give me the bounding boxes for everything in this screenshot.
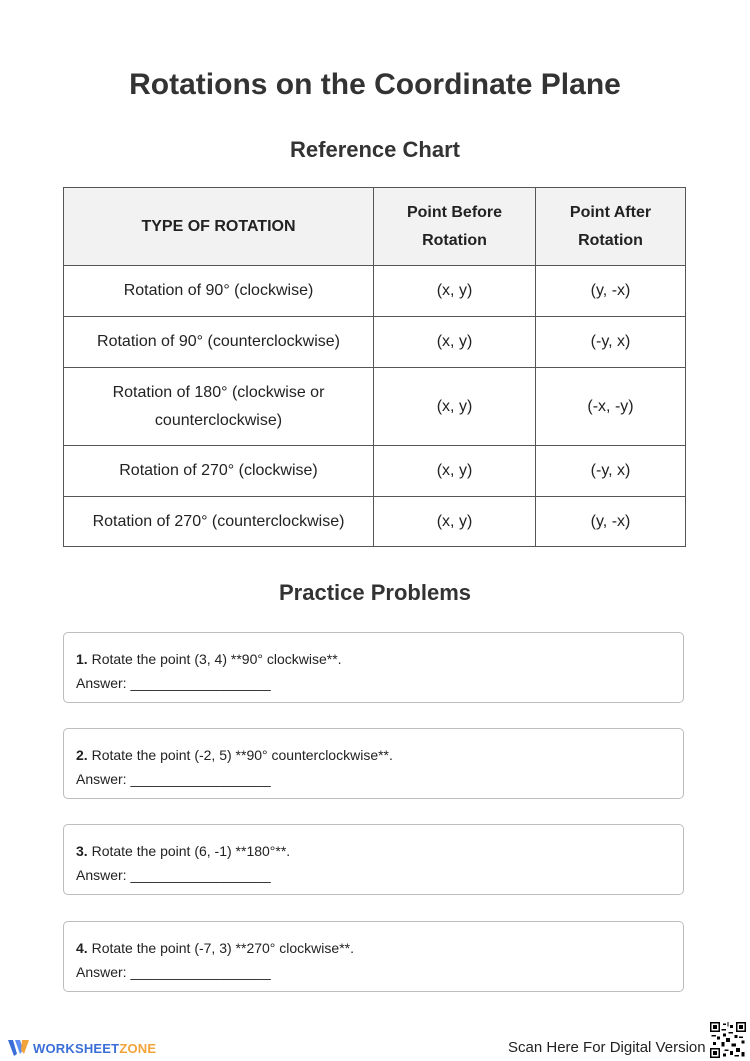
header-point-after: Point After Rotation [536, 188, 686, 266]
rotation-type-cell: Rotation of 180° (clockwise or counterclockwise) [64, 368, 374, 446]
table-header-row [64, 188, 686, 266]
answer-line[interactable]: Answer: __________________ [76, 867, 271, 883]
point-before-cell: (x, y) [374, 368, 536, 446]
problem-question [76, 743, 671, 767]
problem-number: 4. [76, 940, 88, 956]
table-row [64, 266, 686, 317]
problem-number: 2. [76, 747, 88, 763]
page-title: Rotations on the Coordinate Plane [129, 68, 621, 101]
problem-question [76, 936, 671, 960]
practice-problem-2 [63, 728, 684, 799]
point-before-cell: (x, y) [374, 446, 536, 497]
problem-question [76, 647, 671, 671]
rotation-type-cell: Rotation of 270° (counterclockwise) [64, 497, 374, 547]
reference-table [63, 187, 686, 547]
rotation-type-cell: Rotation of 270° (clockwise) [64, 446, 374, 497]
practice-problems-heading: Practice Problems [279, 580, 471, 605]
point-before-cell: (x, y) [374, 317, 536, 368]
worksheetzone-logo[interactable] [8, 1038, 156, 1058]
answer-line[interactable]: Answer: __________________ [76, 964, 271, 980]
problem-text: Rotate the point (-7, 3) **270° clockwise**. [87, 940, 354, 956]
point-after-cell: (y, -x) [536, 266, 686, 317]
header-type-of-rotation: TYPE OF ROTATION [64, 188, 374, 266]
point-before-cell: (x, y) [374, 266, 536, 317]
answer-line[interactable]: Answer: __________________ [76, 771, 271, 787]
point-after-cell: (y, -x) [536, 497, 686, 547]
table-row [64, 497, 686, 547]
problem-text: Rotate the point (-2, 5) **90° counterclockwise**. [87, 747, 393, 763]
logo-word-zone: ZONE [119, 1040, 157, 1056]
logo-text [33, 1041, 156, 1056]
rotation-type-cell: Rotation of 90° (clockwise) [64, 266, 374, 317]
header-point-before: Point Before Rotation [374, 188, 536, 266]
point-after-cell: (-y, x) [536, 446, 686, 497]
practice-problem-4 [63, 921, 684, 992]
point-before-cell: (x, y) [374, 497, 536, 547]
scan-caption: Scan Here For Digital Version [508, 1039, 706, 1056]
problem-number: 1. [76, 651, 88, 667]
worksheetzone-logo-icon [8, 1038, 30, 1058]
practice-problem-3 [63, 824, 684, 895]
problem-text: Rotate the point (3, 4) **90° clockwise**. [87, 651, 342, 667]
rotation-type-cell: Rotation of 90° (counterclockwise) [64, 317, 374, 368]
point-after-cell: (-x, -y) [536, 368, 686, 446]
table-row [64, 446, 686, 497]
problem-question [76, 839, 671, 863]
logo-word-worksheet: WORKSHEET [33, 1040, 120, 1056]
problem-text: Rotate the point (6, -1) **180°**. [87, 843, 291, 859]
table-row [64, 317, 686, 368]
answer-line[interactable]: Answer: __________________ [76, 675, 271, 691]
problem-number: 3. [76, 843, 88, 859]
practice-problem-1 [63, 632, 684, 703]
qr-code-icon[interactable] [710, 1022, 746, 1058]
reference-chart-heading: Reference Chart [290, 137, 460, 162]
table-row [64, 368, 686, 446]
point-after-cell: (-y, x) [536, 317, 686, 368]
